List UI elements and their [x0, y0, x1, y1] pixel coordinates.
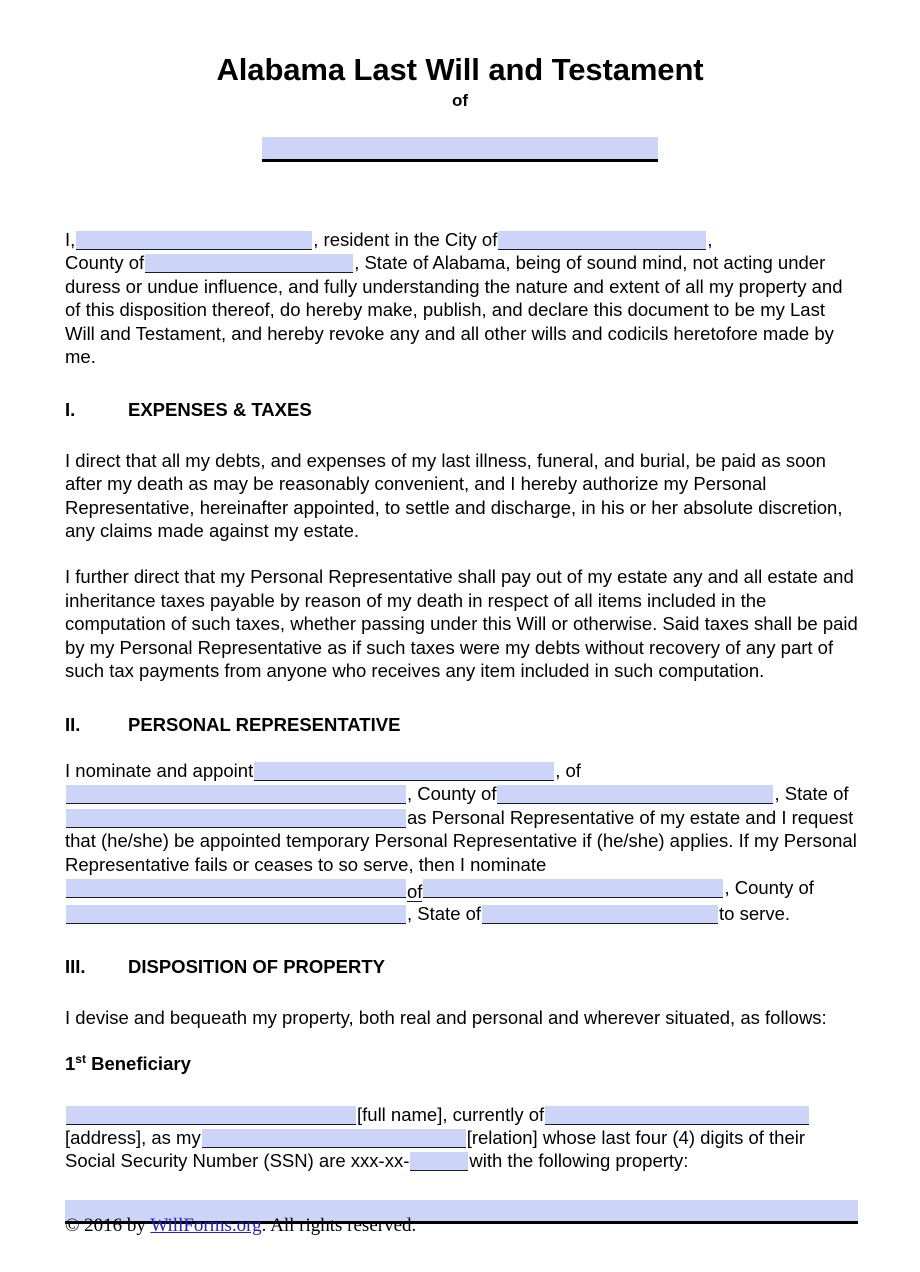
- beneficiary-name-field[interactable]: [66, 1106, 356, 1125]
- document-body: [65, 228, 859, 1224]
- intro-text-2: , resident in the City of: [313, 229, 498, 250]
- section-title: EXPENSES & TAXES: [128, 399, 312, 421]
- pr-text-8: , State of: [407, 902, 482, 924]
- beneficiary-text-3: [relation] whose last four (4) digits of their Social Security Number (SSN) are xxx-xx-: [65, 1126, 806, 1172]
- pr-text-4: , State of: [774, 783, 849, 805]
- section-number: I.: [65, 399, 76, 421]
- disposition-intro-paragraph: I devise and bequeath my property, both real and personal and wherever situated, as follows:: [65, 1006, 827, 1028]
- pr-text-2: , of: [555, 759, 581, 781]
- beneficiary-text-4: with the following property:: [469, 1150, 689, 1172]
- section-number: III.: [65, 956, 86, 978]
- testator-name-inline-field[interactable]: [76, 231, 312, 250]
- section-heading-expenses-taxes: [65, 398, 859, 421]
- title-block: [0, 0, 920, 162]
- expenses-paragraph-2: I further direct that my Personal Representative shall pay out of my estate any and all estate and inheritance taxes payable by reason of my death in respect of all items included in the computation of such taxes, whether passing under this Will or otherwise. Said taxes shall be paid by my Personal Representative as if such taxes were my debts without recovery of any part of such tax payments from anyone who receives any item included in such computation.: [65, 566, 858, 682]
- beneficiary-address-field[interactable]: [545, 1106, 809, 1125]
- beneficiary-ordinal-suffix: st: [75, 1052, 86, 1066]
- intro-text-4: County of: [65, 252, 145, 274]
- section-title: PERSONAL REPRESENTATIVE: [128, 713, 401, 735]
- testator-name-row: [0, 137, 920, 162]
- pr-text-5: as Personal Representative of my estate and I request that (he/she) be appointed temporary Personal Representative if (he/she) applies. If my Personal Representative fails or ceases to so serve, then I nominate: [65, 806, 857, 875]
- copyright-suffix: . All rights reserved.: [261, 1215, 417, 1236]
- section-number: II.: [65, 713, 81, 735]
- city-field[interactable]: [498, 231, 706, 250]
- beneficiary-ssn-field[interactable]: [410, 1152, 468, 1171]
- alt-pr-county-field[interactable]: [66, 905, 406, 924]
- pr-county-field[interactable]: [497, 785, 773, 804]
- pr-text-9: to serve.: [719, 902, 790, 924]
- pr-text-3: , County of: [407, 783, 497, 805]
- pr-name-field[interactable]: [254, 762, 554, 781]
- section-heading-personal-representative: [65, 713, 859, 736]
- beneficiary-relation-field[interactable]: [202, 1129, 466, 1148]
- beneficiary-text-2: [address], as my: [65, 1126, 201, 1148]
- copyright-prefix: © 2016 by: [65, 1215, 151, 1236]
- pr-city-field[interactable]: [66, 785, 406, 804]
- testator-name-field[interactable]: [262, 137, 658, 162]
- beneficiary-text-1: [full name], currently of: [357, 1103, 545, 1125]
- title-of-label: of: [451, 91, 469, 110]
- section-title: DISPOSITION OF PROPERTY: [128, 956, 385, 978]
- intro-text-3: ,: [707, 229, 713, 250]
- intro-paragraph: [65, 228, 859, 368]
- willforms-link[interactable]: WillForms.org: [150, 1215, 262, 1236]
- beneficiary-ordinal-number: 1: [65, 1053, 76, 1075]
- pr-text-1: I nominate and appoint: [65, 759, 254, 781]
- personal-representative-paragraph: [65, 759, 859, 925]
- county-field[interactable]: [145, 254, 353, 273]
- alt-pr-of-label: of: [407, 880, 423, 902]
- expenses-paragraph-1: I direct that all my debts, and expenses of my last illness, funeral, and burial, be paid as soon after my death as may be reasonably convenient, and I hereby authorize my Personal Representative, hereinafter appointed, to settle and discharge, in his or her absolute discretion, any claims made against my estate.: [65, 449, 843, 542]
- beneficiary-heading: [65, 1052, 859, 1075]
- footer-copyright: [65, 1214, 416, 1237]
- intro-text-1: I,: [65, 229, 76, 250]
- alt-pr-name-field[interactable]: [66, 879, 406, 898]
- beneficiary-heading-label: Beneficiary: [85, 1053, 191, 1075]
- alt-pr-city-field[interactable]: [423, 879, 723, 898]
- pr-state-field[interactable]: [66, 809, 406, 828]
- pr-text-7: , County of: [724, 876, 814, 898]
- section-heading-disposition-of-property: [65, 955, 859, 978]
- alt-pr-state-field[interactable]: [482, 905, 718, 924]
- page-title: Alabama Last Will and Testament: [216, 52, 704, 87]
- beneficiary-paragraph: [65, 1103, 859, 1173]
- intro-text-5: , State of Alabama, being of sound mind, not acting under duress or undue influence, and fully understanding the nature and extent of all my property and of this disposition thereof, do hereby make, publish, and declare this document to be my Last Will and Testament, and hereby revoke any and all other wills and codicils heretofore made by me.: [65, 252, 843, 368]
